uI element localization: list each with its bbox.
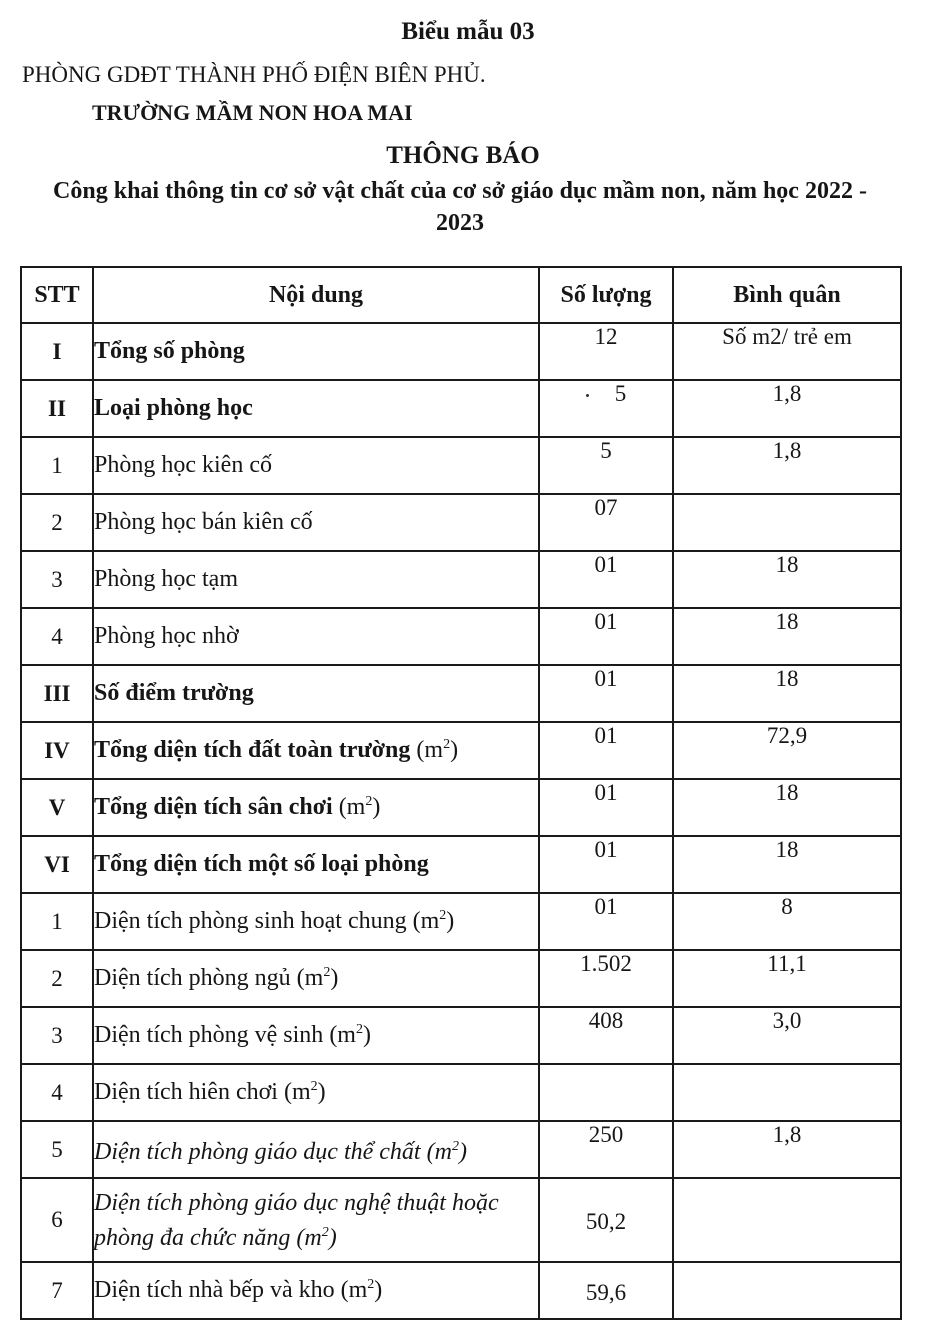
unit-exponent: 2 xyxy=(443,737,451,752)
department-name: PHÒNG GDĐT THÀNH PHỐ ĐIỆN BIÊN PHỦ. xyxy=(22,62,486,87)
row-quantity: 01 xyxy=(539,893,673,950)
unit-exponent: 2 xyxy=(451,1139,459,1154)
table-row xyxy=(21,1178,901,1262)
row-quantity: 07 xyxy=(539,494,673,551)
row-stt: 5 xyxy=(21,1121,93,1178)
table-row xyxy=(21,893,901,950)
area-unit xyxy=(284,1079,326,1105)
unit-exponent: 2 xyxy=(367,1277,375,1292)
row-content-text: Tổng diện tích sân chơi xyxy=(94,794,333,820)
row-average: 18 xyxy=(673,779,901,836)
unit-open: (m xyxy=(283,1079,311,1105)
row-quantity: 01 xyxy=(539,779,673,836)
row-average: 18 xyxy=(673,665,901,722)
table-row xyxy=(21,950,901,1007)
row-content xyxy=(93,836,539,893)
row-average xyxy=(673,1262,901,1319)
row-quantity: 01 xyxy=(539,551,673,608)
row-content xyxy=(93,551,539,608)
row-average xyxy=(673,494,901,551)
row-stt: 1 xyxy=(21,893,93,950)
row-average: 1,8 xyxy=(673,380,901,437)
row-quantity: 408 xyxy=(539,1007,673,1064)
row-content-text: Diện tích nhà bếp và kho xyxy=(94,1277,335,1303)
unit-open: (m xyxy=(340,1277,368,1303)
row-content xyxy=(93,893,539,950)
unit-open: (m xyxy=(296,965,324,991)
row-quantity: 01 xyxy=(539,608,673,665)
row-quantity: 1.502 xyxy=(539,950,673,1007)
table-row xyxy=(21,779,901,836)
unit-open: (m xyxy=(412,908,440,934)
table-row xyxy=(21,608,901,665)
row-content xyxy=(93,608,539,665)
unit-open: (m xyxy=(416,737,444,763)
table-row xyxy=(21,836,901,893)
row-content xyxy=(93,779,539,836)
row-content-text: Diện tích hiên chơi xyxy=(94,1079,278,1105)
row-stt: 2 xyxy=(21,494,93,551)
column-header-average: Bình quân xyxy=(673,267,901,323)
unit-exponent: 2 xyxy=(321,1224,329,1240)
column-header-quantity: Số lượng xyxy=(539,267,673,323)
area-unit xyxy=(329,1022,371,1048)
table-row xyxy=(21,380,901,437)
row-stt: 1 xyxy=(21,437,93,494)
row-quantity: 01 xyxy=(539,836,673,893)
table-row xyxy=(21,1064,901,1121)
row-quantity: 12 xyxy=(539,323,673,380)
row-content-text: Loại phòng học xyxy=(94,395,253,421)
unit-close: ) xyxy=(317,1079,326,1105)
row-stt: 7 xyxy=(21,1262,93,1319)
row-quantity xyxy=(539,1064,673,1121)
unit-exponent: 2 xyxy=(310,1079,318,1094)
row-content xyxy=(93,722,539,779)
column-header-stt: STT xyxy=(21,267,93,323)
row-quantity-value: 5 xyxy=(614,381,627,406)
table-row xyxy=(21,665,901,722)
row-content-text: Tổng diện tích đất toàn trường xyxy=(94,737,411,763)
unit-open: (m xyxy=(338,794,366,820)
row-content-text: Phòng học nhờ xyxy=(94,623,239,649)
row-quantity: 50,2 xyxy=(539,1178,673,1262)
row-content-text: Diện tích phòng vệ sinh xyxy=(94,1022,324,1048)
unit-open: (m xyxy=(426,1139,452,1165)
row-content xyxy=(93,1178,539,1262)
row-content-text: Diện tích phòng sinh hoạt chung xyxy=(94,908,407,934)
row-average: Số m2/ trẻ em xyxy=(673,323,901,380)
table-row xyxy=(21,323,901,380)
unit-close: ) xyxy=(374,1277,383,1303)
row-quantity: 59,6 xyxy=(539,1262,673,1319)
row-stt: 2 xyxy=(21,950,93,1007)
ink-dot xyxy=(586,394,589,397)
row-stt: III xyxy=(21,665,93,722)
row-average: 8 xyxy=(673,893,901,950)
row-content xyxy=(93,1064,539,1121)
facilities-table xyxy=(20,266,902,1320)
unit-open: (m xyxy=(329,1022,356,1048)
row-stt: IV xyxy=(21,722,93,779)
unit-close: ) xyxy=(328,1224,337,1251)
unit-close: ) xyxy=(450,737,459,763)
row-content xyxy=(93,1121,539,1178)
table-row xyxy=(21,551,901,608)
row-stt: 3 xyxy=(21,551,93,608)
unit-close: ) xyxy=(372,794,381,820)
row-stt: 3 xyxy=(21,1007,93,1064)
row-average: 1,8 xyxy=(673,437,901,494)
table-row xyxy=(21,494,901,551)
table-row xyxy=(21,1007,901,1064)
row-average: 18 xyxy=(673,608,901,665)
school-name: TRƯỜNG MẦM NON HOA MAI xyxy=(92,100,413,125)
unit-exponent: 2 xyxy=(439,908,447,923)
area-unit xyxy=(416,737,458,763)
row-stt: II xyxy=(21,380,93,437)
page-subtitle: Công khai thông tin cơ sở vật chất của cơ sở giáo dục mầm non, năm học 2022 - 2023 xyxy=(53,178,867,236)
row-content xyxy=(93,380,539,437)
row-content xyxy=(93,1007,539,1064)
page-title: THÔNG BÁO xyxy=(386,142,540,169)
area-unit xyxy=(339,794,381,820)
unit-close: ) xyxy=(330,965,339,991)
row-average: 18 xyxy=(673,836,901,893)
column-header-content: Nội dung xyxy=(93,267,539,323)
row-content xyxy=(93,950,539,1007)
row-content-text: Tổng số phòng xyxy=(94,338,245,364)
table-header-row xyxy=(21,267,901,323)
table-row xyxy=(21,437,901,494)
row-content-text: Diện tích phòng ngủ xyxy=(94,965,291,991)
table-row xyxy=(21,1121,901,1178)
row-stt: 4 xyxy=(21,1064,93,1121)
row-average xyxy=(673,1064,901,1121)
row-quantity xyxy=(539,380,673,437)
row-stt: 4 xyxy=(21,608,93,665)
area-unit xyxy=(296,1225,336,1251)
row-quantity: 5 xyxy=(539,437,673,494)
area-unit xyxy=(427,1139,467,1165)
unit-close: ) xyxy=(446,908,455,934)
row-average: 72,9 xyxy=(673,722,901,779)
row-content xyxy=(93,437,539,494)
row-stt: 6 xyxy=(21,1178,93,1262)
row-content-text: Phòng học tạm xyxy=(94,566,238,592)
row-content xyxy=(93,665,539,722)
unit-exponent: 2 xyxy=(365,794,373,809)
row-content xyxy=(93,323,539,380)
table-row xyxy=(21,722,901,779)
row-quantity: 01 xyxy=(539,722,673,779)
row-content-text: Phòng học bán kiên cố xyxy=(94,509,313,535)
row-content xyxy=(93,494,539,551)
row-average: 3,0 xyxy=(673,1007,901,1064)
row-stt: VI xyxy=(21,836,93,893)
row-quantity: 250 xyxy=(539,1121,673,1178)
row-average: 18 xyxy=(673,551,901,608)
unit-close: ) xyxy=(458,1139,467,1165)
row-stt: I xyxy=(21,323,93,380)
row-content-text: Tổng diện tích một số loại phòng xyxy=(94,851,429,877)
row-content-text: Diện tích phòng giáo dục nghệ thuật hoặc phòng đa chức năng xyxy=(94,1189,499,1251)
unit-close: ) xyxy=(362,1022,371,1048)
row-stt: V xyxy=(21,779,93,836)
table-row xyxy=(21,1262,901,1319)
row-quantity: 01 xyxy=(539,665,673,722)
unit-exponent: 2 xyxy=(323,965,331,980)
area-unit xyxy=(413,908,455,934)
row-average xyxy=(673,1178,901,1262)
row-average: 11,1 xyxy=(673,950,901,1007)
form-number: Biểu mẫu 03 xyxy=(401,18,535,45)
row-content xyxy=(93,1262,539,1319)
row-average: 1,8 xyxy=(673,1121,901,1178)
area-unit xyxy=(341,1277,383,1303)
unit-exponent: 2 xyxy=(355,1022,363,1037)
row-content-text: Số điểm trường xyxy=(94,680,254,706)
unit-open: (m xyxy=(296,1224,322,1251)
area-unit xyxy=(297,965,339,991)
row-content-text: Phòng học kiên cố xyxy=(94,452,272,478)
row-content-text: Diện tích phòng giáo dục thể chất xyxy=(94,1139,421,1165)
